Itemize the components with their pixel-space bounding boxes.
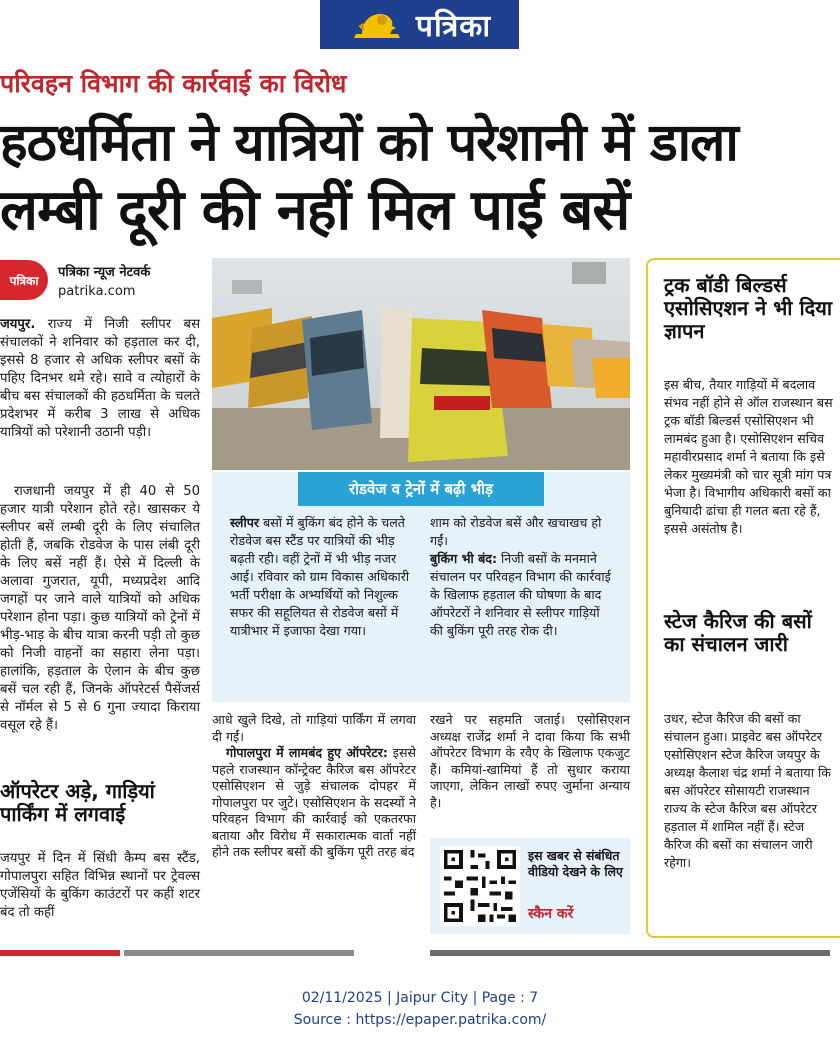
para-text: शाम को रोडवेज बसें और खचाखच हो गईं। — [430, 515, 602, 548]
article-column-3 — [430, 712, 630, 811]
qr-promo-text: इस खबर से संबंधित वीडियो देखने के लिए — [528, 848, 623, 879]
brand-name: पत्रिका — [415, 9, 492, 44]
para-text: बसों में बुकिंग बंद होने के चलते रोडवेज बस स्टैंड पर यात्रियों की भीड़ बढ़ती रही। वहीं ट्रेनों में भी भीड़ नजर आई। रविवार को ग्राम विकास अधिकारी भर्ती परीक्षा के अभ्यर्थियों को निशुल्क सफर की सहूलियत से रोडवेज बसों में यात्रीभार में इजाफा देखा गया। — [230, 515, 410, 638]
buses-parked-image — [212, 258, 630, 470]
para-lead: गोपालपुरा में लामबंद हुए ऑपरेटर: — [226, 745, 388, 760]
byline-agency: पत्रिका न्यूज नेटवर्क — [58, 265, 151, 280]
headline-line-2: लम्बी दूरी की नहीं मिल पाई बसें — [0, 178, 630, 243]
sidebar-para-2: उधर, स्टेज कैरिज की बसों का संचालन हुआ। प्राइवेट बस ऑपरेटर एसोसिएशन स्टेज कैरिज जयपुर के अध्यक्ष कैलाश चंद्र शर्मा ने बताया कि बस ऑपरेटर सोसायटी राजस्थान राज्य के स्टेज कैरिज बस ऑपरेटर हड़ताल में शामिल नहीं हैं। स्टेज कैरिज की बसों का संचालन जारी रहेगा। — [664, 711, 831, 870]
subheading-operators: ऑपरेटर अड़े, गाड़ियां पार्किंग में लगवाई — [0, 779, 155, 826]
dateline: जयपुर. — [0, 317, 36, 332]
sidebar-para-1: इस बीच, तैयार गाड़ियों में बदलाव संभव नहीं होने से ऑल राजस्थान बस ट्रक बॉडी बिल्डर्स एसोसिएशन भी लामबंद हुआ है। एसोसिएशन सचिव महावीरप्रसाद शर्मा ने बताया कि इसे लेकर मुख्यमंत्री को चार सूत्री मांग पत्र भेजा है। विभागीय अधिकारी बसों का बुनियादी ढांचा ही गलत बता रहे हैं, इससे असंतोष है। — [664, 377, 833, 536]
article-kicker: परिवहन विभाग की कार्रवाई का विरोध — [0, 69, 347, 98]
para-text: राजधानी जयपुर में ही 40 से 50 हजार यात्री परेशान होते रहे। खासकर ये स्लीपर बसें लम्बी दूरी के लिए संचालित होती हैं, जबकि रोडवेज के पास लंबी दूरी के लिए बसें नहीं हैं। ऐसे में दिल्ली के अलावा गुजरात, यूपी, मध्यप्रदेश आदि जगहों पर जाने वाले यात्रियों को अधिक परेशान होना पड़ा। कुछ यात्रियों को ट्रेनों में भीड़-भाड़ के बीच यात्रा करनी पड़ी तो कुछ को निजी वाहनों का सहारा लेना पड़ा। हालांकि, हड़ताल के ऐलान के बीच कुछ बसें चल रही हैं, जिनके ऑपरेटर्स पैसेंजर्स से नॉर्मल से 5 से 6 गुना ज्यादा किराया वसूल रहे हैं। — [0, 484, 200, 733]
para-text: इससे पहले राजस्थान कॉन्ट्रेक्ट कैरिज बस ऑपरेटर एसोसिएशन से जुड़े संचालक दोपहर में गोपालपुरा पर जुटे। एसोसिएशन के सदस्यों ने परिवहन विभाग की कार्रवाई को एकतरफा बताया और विरोध में सकारात्मक वार्ता नहीं होने तक स्लीपर बसों की बुकिंग पूरी तरह बंद — [212, 745, 417, 859]
box-title: रोडवेज व ट्रेनों में बढ़ी भीड़ — [298, 472, 544, 506]
box-lead: बुकिंग भी बंद: — [430, 551, 498, 566]
article-column-1-para-3 — [0, 850, 200, 922]
sidebar-heading-2: स्टेज कैरिज की बसों का संचालन जारी — [664, 609, 812, 656]
article-clipping — [0, 58, 840, 960]
scan-cta[interactable]: स्कैन करें — [528, 906, 574, 922]
footer-date-line: 02/11/2025 | Jaipur City | Page : 7 — [301, 990, 539, 1006]
qr-promo[interactable] — [430, 838, 630, 934]
para-text: जयपुर में दिन में सिंधी कैम्प बस स्टैंड, गोपालपुरा सहित विभिन्न स्थानों पर ट्रेवल्स एजेंसियों के बुकिंग काउंटरों पर कहीं शटर बंद तो कहीं — [0, 851, 200, 920]
cut-off-text-red — [0, 950, 120, 956]
footer-source-link[interactable]: Source : https://epaper.patrika.com/ — [293, 1012, 547, 1028]
qr-code-icon[interactable] — [440, 846, 520, 926]
article-column-1-para-2 — [0, 483, 200, 735]
para-text: निजी बसों के मनमाने संचालन पर परिवहन विभाग की कार्रवाई के खिलाफ हड़ताल की घोषणा के बाद ऑपरेटरों ने शनिवार से स्लीपर गाड़ियों की बुकिंग पूरी तरह रोक दी। — [430, 551, 611, 638]
para-text: राज्य में निजी स्लीपर बस संचालकों ने शनिवार को हड़ताल कर दी, इससे 8 हजार से अधिक स्लीपर बसों के पहिए दिनभर थमे रहे। सावे व त्योहारों के बीच बस संचालकों की हठधर्मिता के चलते प्रदेशभर में करीब 3 लाख से अधिक यात्रियों को परेशानी उठानी पड़ी। — [0, 317, 200, 440]
cut-off-text-dark — [430, 950, 830, 956]
patrika-badge-icon: पत्रिका — [0, 260, 48, 300]
para-text: रखने पर सहमति जताई। एसोसिएशन अध्यक्ष राजेंद्र शर्मा ने दावा किया कि सभी ऑपरेटर विभाग के रवैए के खिलाफ एकजुट हैं। कमियां-खामियां हैं तो सुधार कराया जाएगा, लेकिन लाखों रुपए जुर्माना अन्याय है। — [430, 712, 630, 810]
byline — [0, 258, 205, 308]
cut-off-text-grey — [124, 950, 354, 956]
article-column-2 — [212, 712, 416, 861]
masthead[interactable] — [320, 0, 519, 49]
box-column-left — [230, 514, 422, 640]
para-text: आधे खुले दिखे, तो गाड़ियां पार्किंग में लगवा दी गईं। — [212, 712, 416, 744]
sidebar-heading-1: ट्रक बॉडी बिल्डर्स एसोसिएशन ने भी दिया ज्ञापन — [664, 273, 833, 343]
cut-off-next-article — [0, 950, 840, 960]
sidebar-box — [646, 258, 840, 938]
lion-logo-icon — [348, 8, 406, 42]
byline-site: patrika.com — [58, 284, 136, 299]
box-lead: स्लीपर — [230, 515, 260, 530]
box-column-right — [430, 514, 614, 640]
side-story-box — [212, 472, 630, 702]
article-column-1-para-1 — [0, 316, 200, 442]
headline-line-1: हठधर्मिता ने यात्रियों को परेशानी में डाला — [0, 113, 738, 173]
bus-depot-photo — [212, 258, 630, 470]
